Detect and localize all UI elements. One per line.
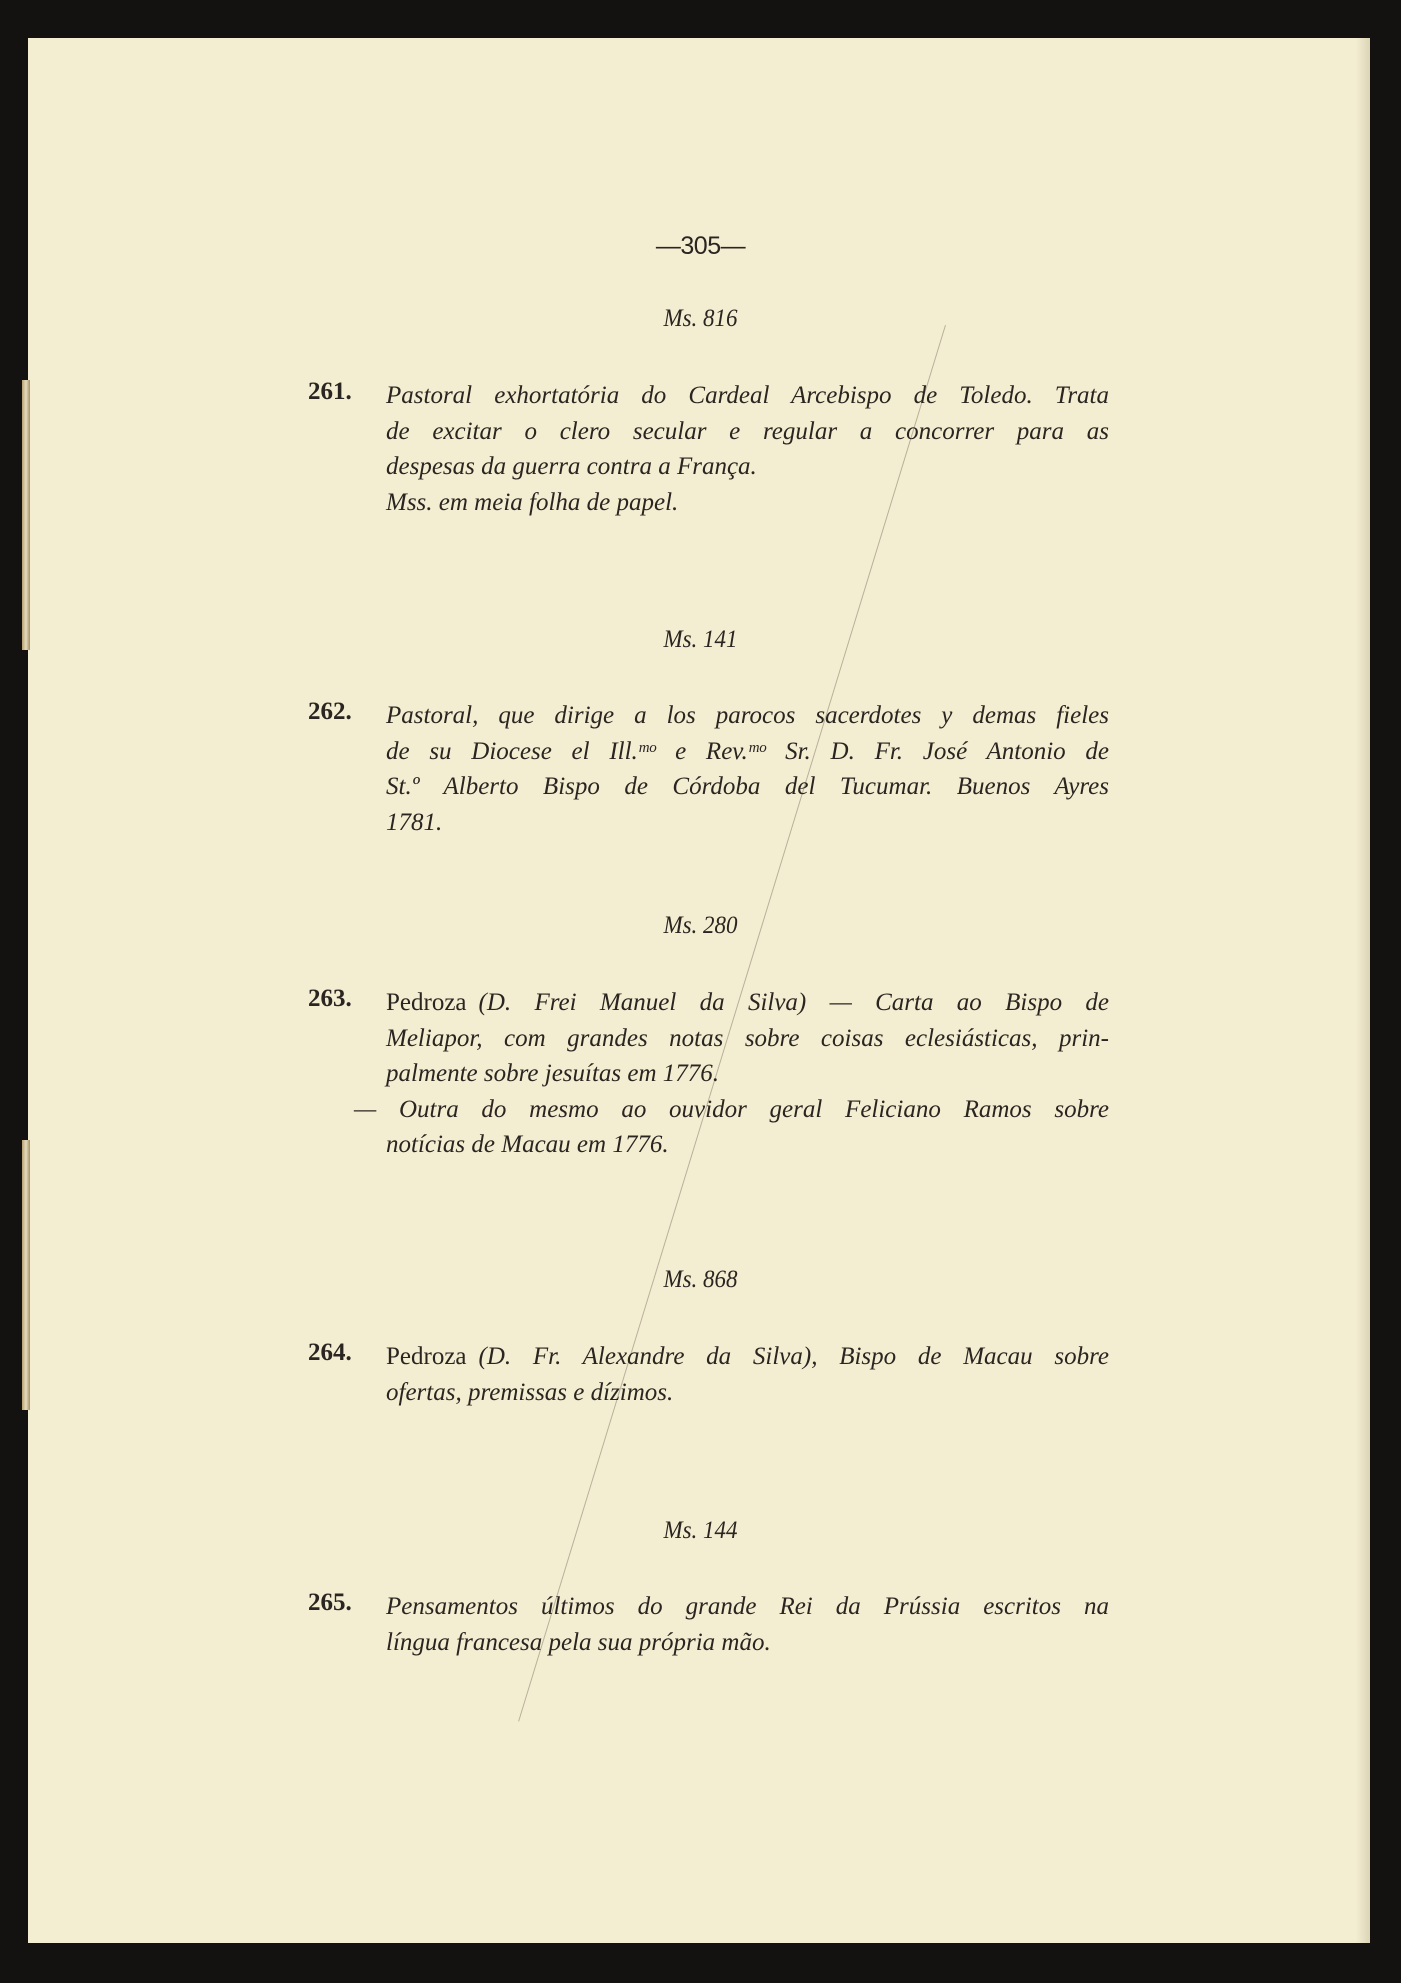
page-number: —305— [655, 232, 746, 260]
entry-number: 262. [308, 698, 352, 725]
entry-line: de excitar o clero secular e regular a concorrer para as [386, 417, 1109, 445]
entry-line: St.º Alberto Bispo de Córdoba del Tucumar. Buenos Ayres [386, 773, 1109, 800]
entry-author: Pedroza [386, 1343, 467, 1370]
entry-line: (D. Fr. Alexandre da Silva), Bispo de Macau sobre [478, 1343, 1109, 1370]
entry-line: Meliapor, com grandes notas sobre coisas eclesiásticas, prin- [386, 1024, 1109, 1052]
binding-stitch [22, 1140, 30, 1410]
entry-line: 1781. [386, 808, 443, 836]
entry-line: — Outra do mesmo ao ouvidor geral Feliciano Ramos sobre [354, 1095, 1109, 1123]
binding-stitch [22, 380, 30, 650]
entry-line: (D. Frei Manuel da Silva) — Carta ao Bispo de [478, 989, 1109, 1016]
entry-number: 261. [308, 378, 352, 405]
entry-line: de su Diocese el Ill.ᵐᵒ e Rev.ᵐᵒ Sr. D. Fr. José Antonio de [386, 737, 1109, 765]
entry-line: notícias de Macau em 1776. [386, 1131, 669, 1158]
entry-number: 265. [308, 1589, 352, 1616]
entry-number: 263. [308, 985, 352, 1012]
entry-line: palmente sobre jesuítas em 1776. [386, 1060, 720, 1087]
entry-number: 264. [308, 1339, 352, 1366]
entry-line: Mss. em meia folha de papel. [386, 488, 679, 516]
entry-line: Pensamentos últimos do grande Rei da Prússia escritos na [386, 1593, 1109, 1620]
entry-line: língua francesa pela sua própria mão. [386, 1628, 771, 1656]
manuscript-ref: Ms. 280 [663, 912, 738, 939]
entry-author: Pedroza [386, 989, 467, 1016]
manuscript-ref: Ms. 816 [663, 305, 738, 332]
manuscript-ref: Ms. 868 [663, 1266, 738, 1293]
entry-first-line [386, 985, 1109, 1021]
entry-line: despesas da guerra contra a França. [386, 453, 757, 480]
entry-first-line [386, 1339, 1109, 1375]
manuscript-ref: Ms. 141 [663, 626, 738, 653]
manuscript-ref: Ms. 144 [663, 1517, 738, 1544]
entry-line: Pastoral exhortatória do Cardeal Arcebispo de Toledo. Trata [386, 382, 1109, 409]
entry-line: ofertas, premissas e dízimos. [386, 1378, 674, 1406]
entry-line: Pastoral, que dirige a los parocos sacerdotes y demas fieles [386, 702, 1109, 729]
